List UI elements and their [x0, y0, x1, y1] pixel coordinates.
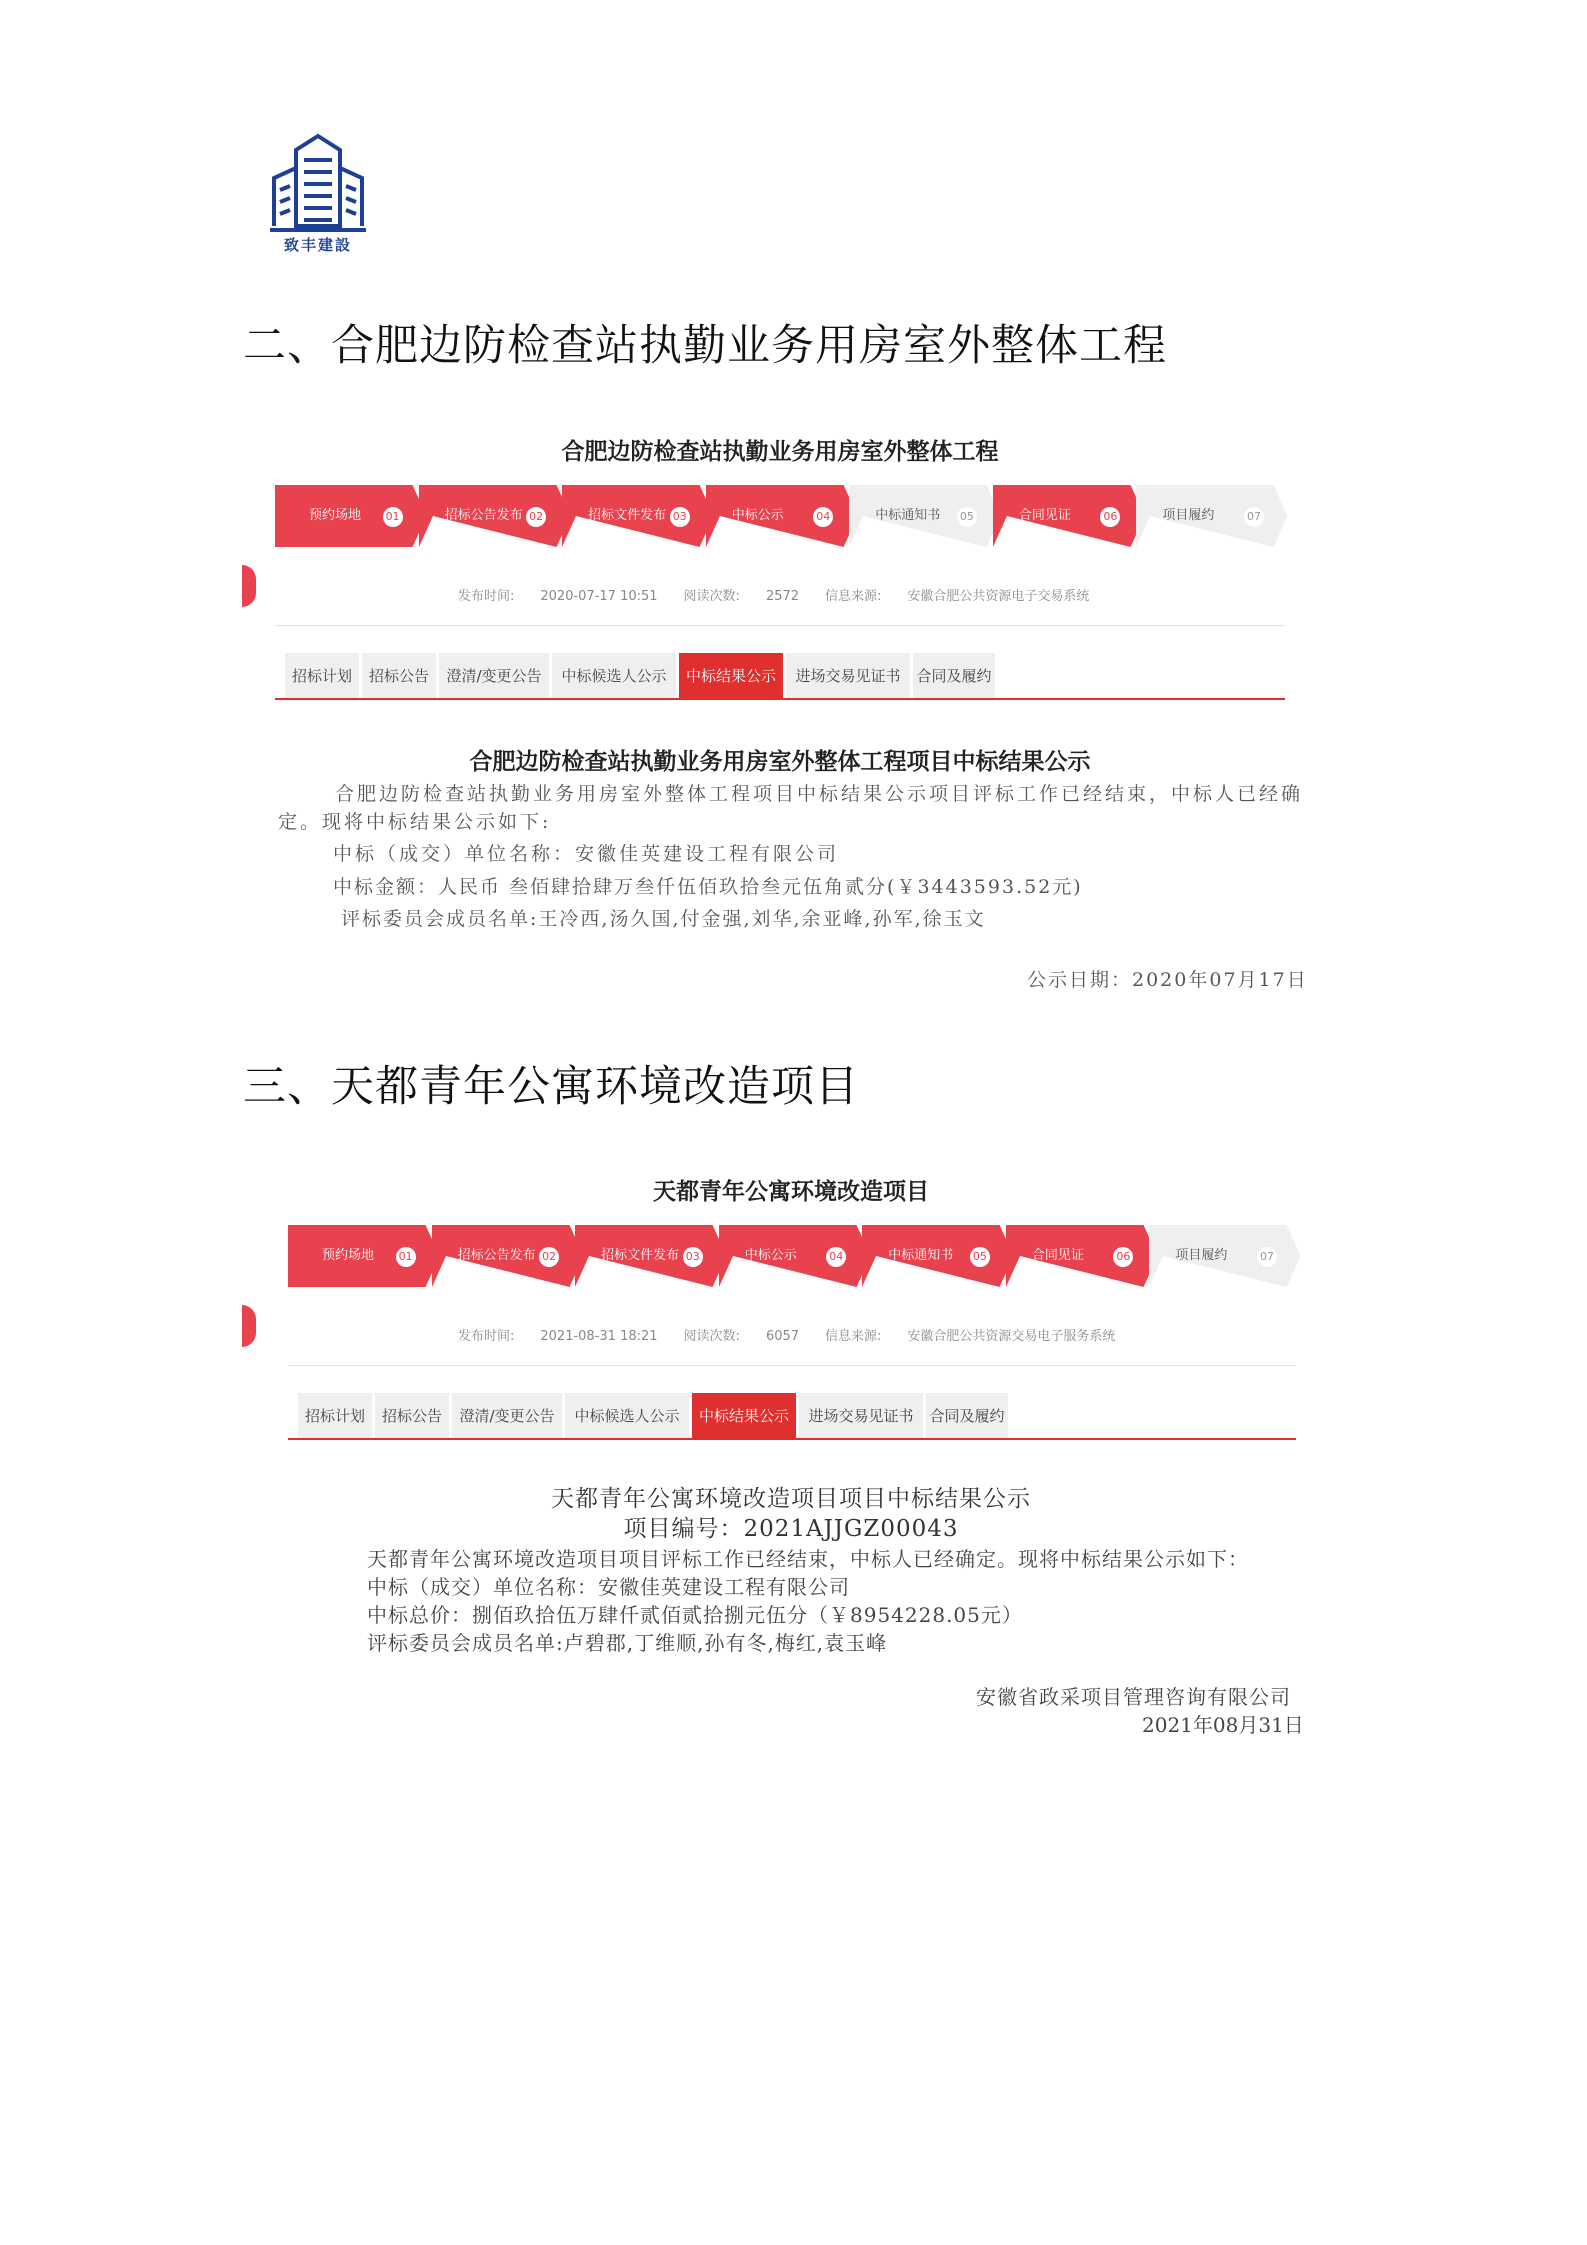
section-heading-2: 二、合肥边防检查站执勤业务用房室外整体工程: [243, 321, 1167, 371]
progress-step[interactable]: [849, 485, 1007, 547]
step-number: 01: [396, 1247, 416, 1267]
notice-line: 天都青年公寓环境改造项目项目评标工作已经结束，中标人已经确定。现将中标结果公示如下：: [367, 1547, 1249, 1571]
side-marker: [242, 1305, 256, 1347]
step-number: 05: [957, 507, 977, 527]
notice-line: 合肥边防检查站执勤业务用房室外整体工程项目中标结果公示项目评标工作已经结束，中标人已经确: [335, 783, 1304, 805]
step-label: 预约场地: [309, 508, 362, 523]
step-label: 项目履约: [1162, 508, 1215, 523]
step-arrow: [1149, 1225, 1307, 1287]
progress-step[interactable]: [419, 485, 577, 547]
notice-title: 合肥边防检查站执勤业务用房室外整体工程项目中标结果公示: [469, 749, 1091, 775]
step-arrow: [1006, 1225, 1164, 1287]
source-label: 信息来源:: [825, 589, 882, 604]
step-label: 中标公示: [744, 1248, 797, 1263]
winner-name: 中标（成交）单位名称：安徽佳英建设工程有限公司: [333, 843, 840, 865]
source-value: 安徽合肥公共资源电子交易系统: [907, 589, 1090, 604]
step-number: 06: [1113, 1247, 1133, 1267]
publish-meta: [458, 585, 1115, 604]
step-label: 中标通知书: [875, 508, 941, 523]
progress-step[interactable]: [432, 1225, 590, 1287]
step-number: 03: [683, 1247, 703, 1267]
tab-item[interactable]: 进场交易见证书: [799, 1393, 923, 1439]
section-heading-3: 三、天都青年公寓环境改造项目: [243, 1062, 859, 1112]
step-label: 中标公示: [731, 508, 784, 523]
step-label: 招标公告发布: [457, 1248, 536, 1263]
progress-step[interactable]: [562, 485, 720, 547]
progress-step[interactable]: [1149, 1225, 1307, 1287]
notice-date: 2021年08月31日: [1142, 1713, 1304, 1737]
committee-list: 评标委员会成员名单:卢碧郡,丁维顺,孙有冬,梅红,袁玉峰: [367, 1631, 888, 1655]
logo-wordmark: 致丰建設: [283, 236, 352, 254]
source-label: 信息来源:: [825, 1329, 882, 1344]
step-label: 合同见证: [1018, 508, 1071, 523]
publish-time-label: 发布时间:: [458, 1329, 515, 1344]
progress-steps: [288, 1225, 1293, 1287]
tab-item[interactable]: 招标计划: [298, 1393, 372, 1439]
publish-time: 2021-08-31 18:21: [540, 1329, 658, 1344]
tab-item[interactable]: 澄清/变更公告: [452, 1393, 562, 1439]
tab-item[interactable]: 中标结果公示: [692, 1393, 796, 1439]
tab-item[interactable]: 中标结果公示: [679, 653, 783, 699]
publish-meta: [458, 1325, 1141, 1344]
project-number: 项目编号：2021AJJGZ00043: [623, 1516, 959, 1542]
step-number: 02: [526, 507, 546, 527]
source-value: 安徽合肥公共资源交易电子服务系统: [907, 1329, 1116, 1344]
winning-amount: 中标总价：捌佰玖拾伍万肆仟贰佰贰拾捌元伍分（￥8954228.05元）: [367, 1603, 1023, 1627]
publish-time-label: 发布时间:: [458, 589, 515, 604]
side-marker: [242, 565, 256, 607]
step-label: 招标文件发布: [588, 508, 667, 523]
step-number: 01: [383, 507, 403, 527]
step-label: 项目履约: [1175, 1248, 1228, 1263]
views-count: 6057: [765, 1329, 800, 1344]
company-logo: [270, 130, 366, 255]
panel-title: 合肥边防检查站执勤业务用房室外整体工程: [561, 439, 999, 465]
views-label: 阅读次数:: [683, 1329, 740, 1344]
progress-step[interactable]: [275, 485, 433, 547]
progress-step[interactable]: [993, 485, 1151, 547]
tab-item[interactable]: 合同及履约: [913, 653, 995, 699]
step-label: 预约场地: [322, 1248, 375, 1263]
tab-item[interactable]: 招标公告: [362, 653, 436, 699]
progress-steps: [275, 485, 1280, 547]
views-label: 阅读次数:: [683, 589, 740, 604]
progress-step[interactable]: [1006, 1225, 1164, 1287]
progress-step[interactable]: [706, 485, 864, 547]
step-label: 中标通知书: [888, 1248, 954, 1263]
step-arrow: [719, 1225, 877, 1287]
panel-title: 天都青年公寓环境改造项目: [653, 1179, 929, 1205]
progress-step[interactable]: [288, 1225, 446, 1287]
tab-item[interactable]: 招标计划: [285, 653, 359, 699]
building-logo-icon: [270, 130, 366, 234]
step-arrow: [706, 485, 864, 547]
tab-underline: [288, 1438, 1296, 1440]
step-number: 05: [970, 1247, 990, 1267]
winning-amount: 中标金额：人民币 叁佰肆拾肆万叁仟伍佰玖拾叁元伍角贰分(￥3443593.52元): [333, 876, 1083, 898]
tab-item[interactable]: 中标候选人公示: [565, 1393, 689, 1439]
step-number: 07: [1244, 507, 1264, 527]
notice-title: 天都青年公寓环境改造项目项目中标结果公示: [551, 1486, 1031, 1512]
step-label: 招标公告发布: [444, 508, 523, 523]
progress-step[interactable]: [575, 1225, 733, 1287]
notice-date: 公示日期：2020年07月17日: [1027, 969, 1308, 991]
step-arrow: [993, 485, 1151, 547]
step-label: 合同见证: [1031, 1248, 1084, 1263]
publish-time: 2020-07-17 10:51: [540, 589, 658, 604]
step-number: 02: [539, 1247, 559, 1267]
agency-name: 安徽省政采项目管理咨询有限公司: [976, 1685, 1291, 1709]
tab-bar: [285, 653, 1015, 699]
divider: [275, 625, 1285, 626]
tab-underline: [275, 698, 1285, 700]
committee-list: 评标委员会成员名单:王冷西,汤久国,付金强,刘华,余亚峰,孙军,徐玉文: [341, 908, 986, 930]
tab-item[interactable]: 澄清/变更公告: [439, 653, 549, 699]
step-arrow: [1136, 485, 1294, 547]
tab-item[interactable]: 招标公告: [375, 1393, 449, 1439]
step-number: 04: [813, 507, 833, 527]
winner-name: 中标（成交）单位名称：安徽佳英建设工程有限公司: [367, 1575, 850, 1599]
tab-bar: [298, 1393, 1028, 1439]
step-label: 招标文件发布: [601, 1248, 680, 1263]
views-count: 2572: [765, 589, 800, 604]
step-number: 03: [670, 507, 690, 527]
tab-item[interactable]: 进场交易见证书: [786, 653, 910, 699]
step-number: 07: [1257, 1247, 1277, 1267]
step-number: 04: [826, 1247, 846, 1267]
progress-step[interactable]: [719, 1225, 877, 1287]
tab-item[interactable]: 中标候选人公示: [552, 653, 676, 699]
notice-line: 定。现将中标结果公示如下:: [278, 811, 552, 833]
tab-item[interactable]: 合同及履约: [926, 1393, 1008, 1439]
divider: [288, 1365, 1296, 1366]
progress-step[interactable]: [1136, 485, 1294, 547]
progress-step[interactable]: [862, 1225, 1020, 1287]
step-number: 06: [1100, 507, 1120, 527]
